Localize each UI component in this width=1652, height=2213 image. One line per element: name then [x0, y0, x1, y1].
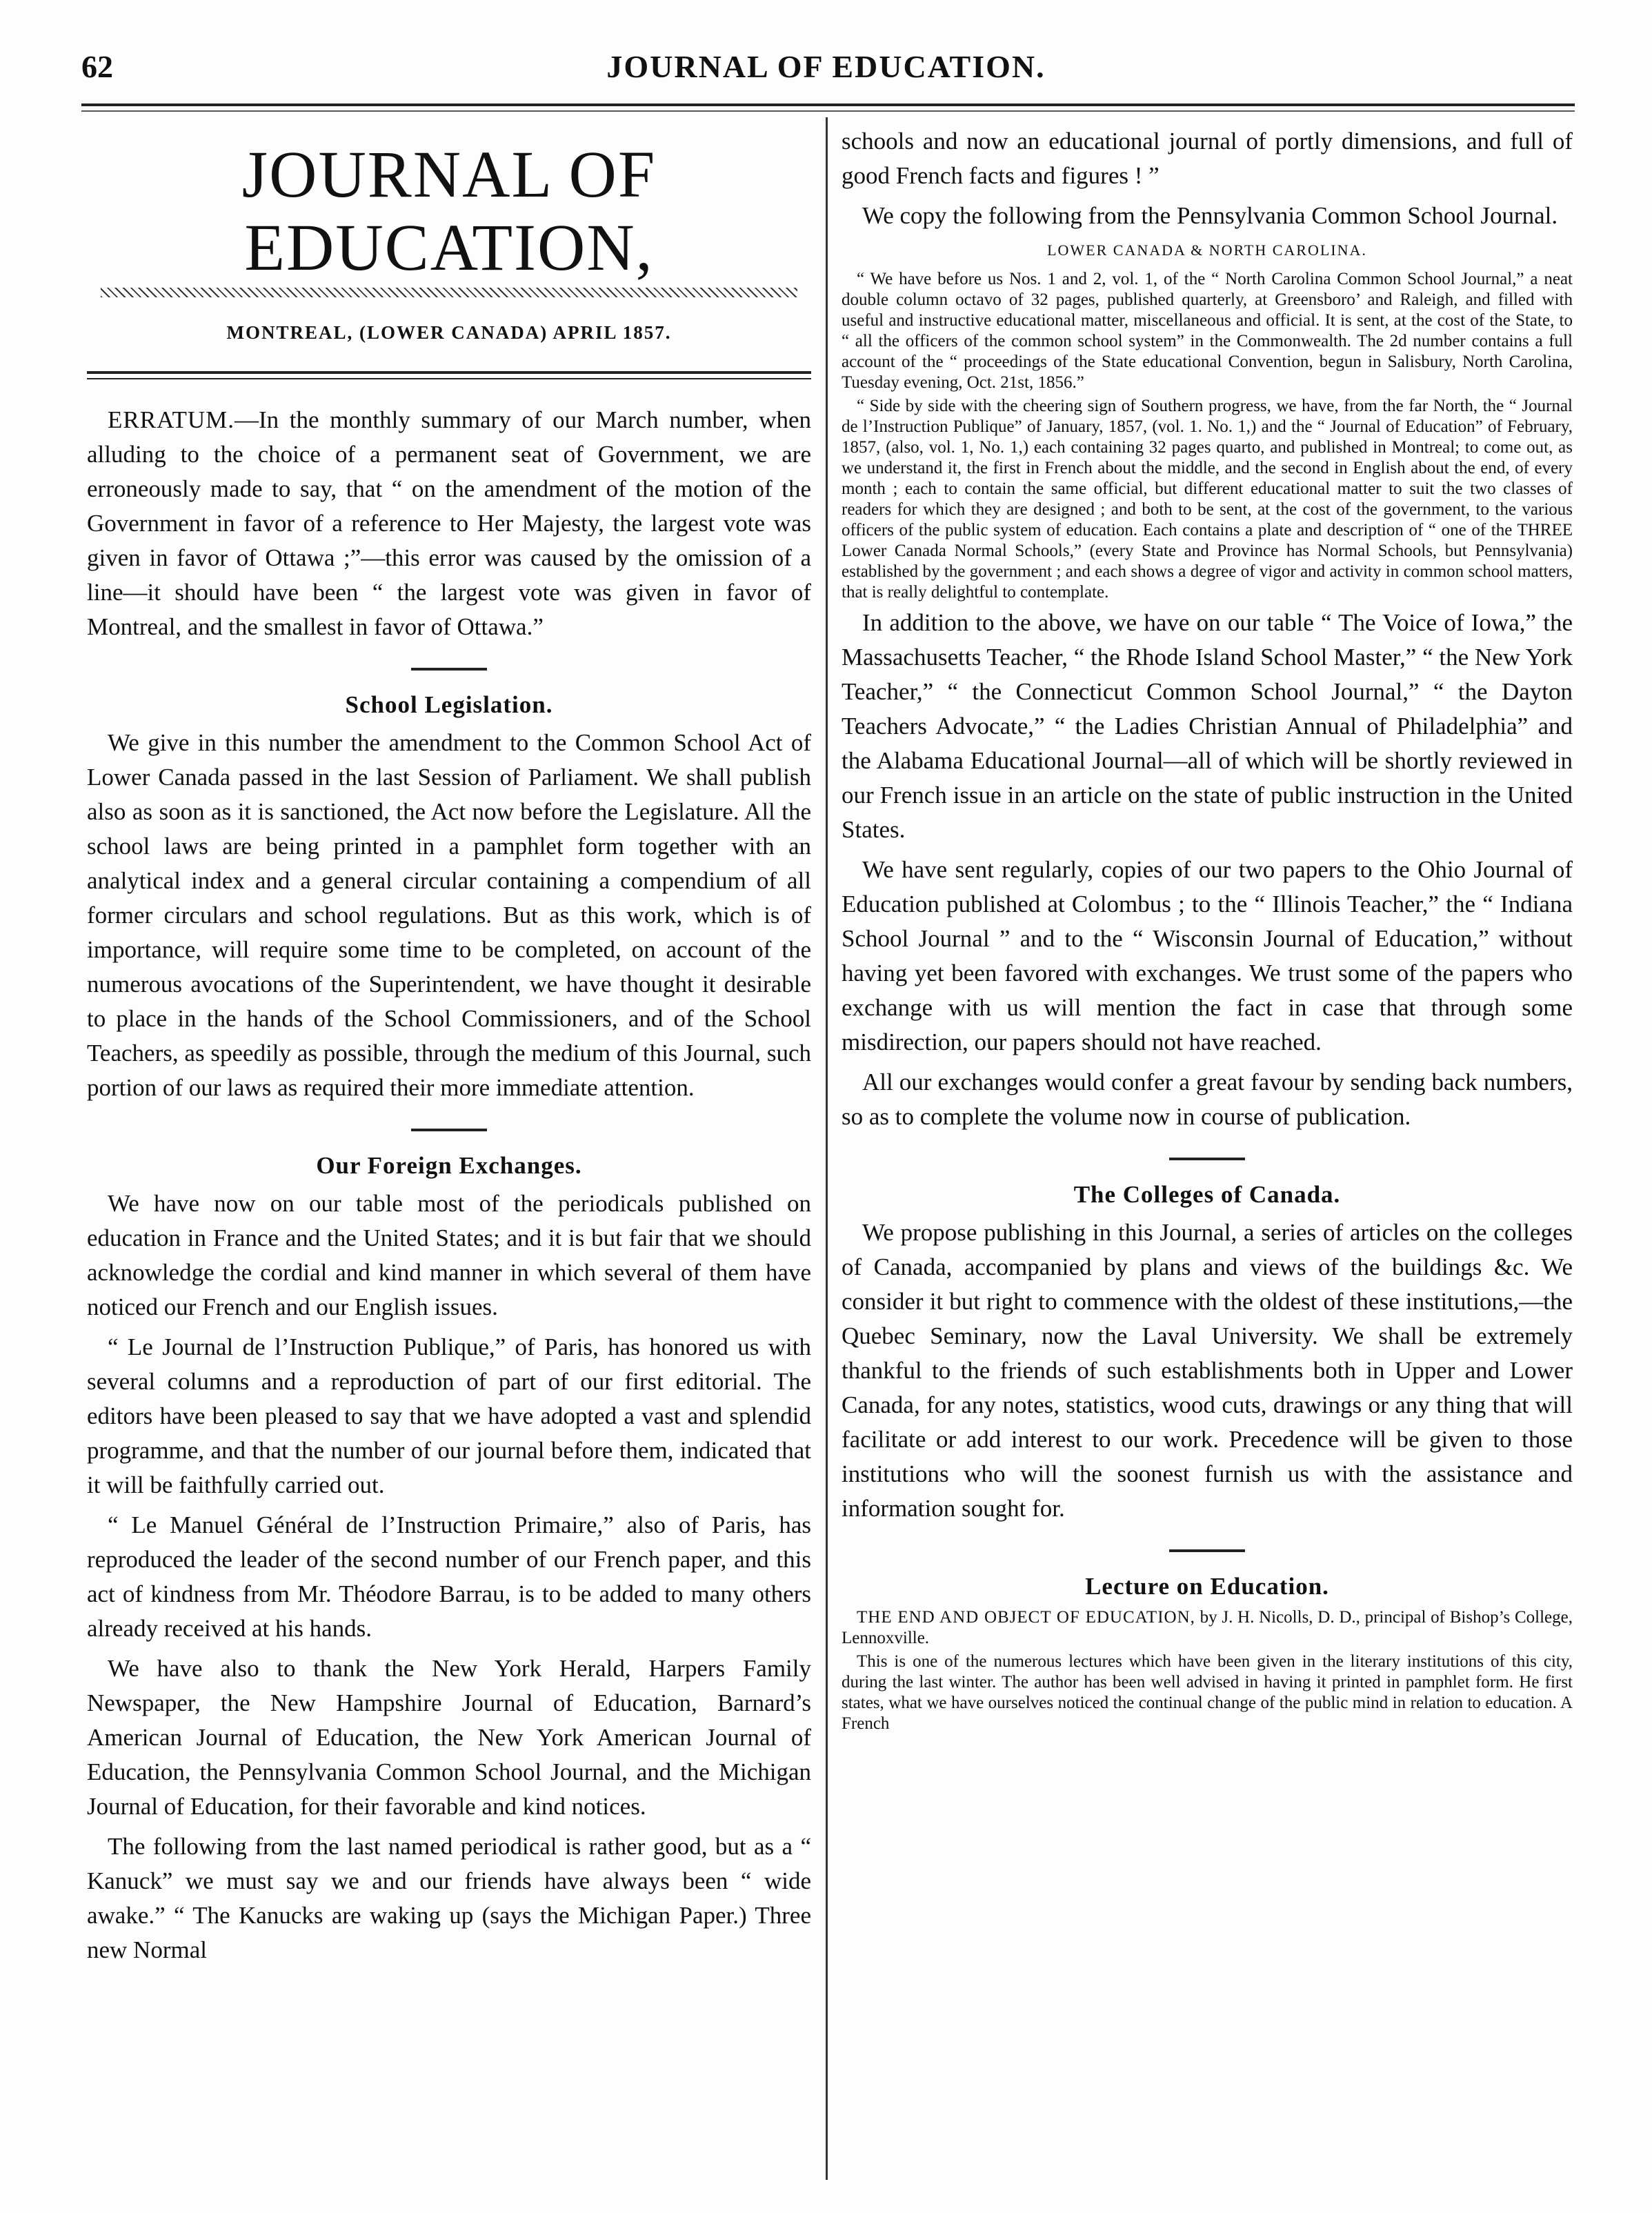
foreign-exchanges-heading: Our Foreign Exchanges. — [316, 1152, 582, 1180]
lecture-paragraph-1 — [842, 1607, 1573, 1649]
masthead-double-rule — [87, 371, 811, 379]
lecture-heading: Lecture on Education. — [1085, 1573, 1329, 1600]
right-column — [842, 124, 1573, 1737]
erratum-text: —In the monthly summary of our March number, when alluding to the choice of a permanent seat of Government, we are erroneously made to say, that “ on the amendment of the motion of the Government in favor of a reference to Her Majesty, the largest vote was given in favor of Ottawa ;”—this error was caused by the omission of a line—it should have been “ the largest vote was given in favor of Montreal, and the smallest in favor of Ottawa.” — [87, 406, 811, 641]
section-divider — [1169, 1158, 1245, 1160]
quote-paragraph-2: “ Side by side with the cheering sign of Southern progress, we have, from the far North, the “ Journal de l’Instruction Publique” of January, 1857, (vol. 1. No. 1,) and the “ Journal of Education” of February, 1857, (also, vol. 1, No. 1,) each containing 32 pages quarto, and published in Montreal; to come out, as we understand it, the first in French about the middle, and the second in English about the end, of every month ; each to contain the same official, but different educational matter to suit the two classes of readers for which they are designed ; and both to be sent, at the cost of the government, to the various officers of the public system of education. Each contains a plate and description of “ one of the THREE Lower Canada Normal Schools,” (every State and Province has Normal Schools, but Pennsylvania) established by the government ; and each shows a degree of vigor and activity in common school matters, that is really delightful to contemplate. — [842, 397, 1573, 602]
page-number: 62 — [81, 49, 113, 84]
colleges-paragraph: We propose publishing in this Journal, a series of articles on the colleges of Canada, accompanied by plans and views of the buildings &c. We consider it but right to commence with the oldest of these institutions,—the Quebec Seminary, now the Laval University. We shall be extremely thankful to the friends of such establishments both in Upper and Lower Canada, for any notes, statistics, wood cuts, drawings or any thing that will facilitate or add interest to our work. Precedence will be given to those institutions who will the soonest furnish us with the assistance and information sought for. — [842, 1219, 1573, 1522]
left-column — [87, 124, 811, 1973]
column-rule — [826, 117, 828, 2180]
foreign-exchanges-paragraph-2: “ Le Journal de l’Instruction Publique,” of Paris, has honored us with several columns and a reproduction of part of our first editorial. The editors have been pleased to say that we have adopted a vast and splendid programme, and that the number of our journal before them, indicated that it will be faithfully carried out. — [87, 1333, 811, 1499]
erratum-label: ERRATUM. — [108, 406, 235, 434]
erratum-paragraph — [87, 403, 811, 644]
foreign-exchanges-paragraph-3: “ Le Manuel Général de l’Instruction Primaire,” also of Paris, has reproduced the leader of the second number of our French paper, and this act of kindness from Mr. Théodore Barrau, is to be added to many others already received at his hands. — [87, 1511, 811, 1643]
school-legislation-paragraph: We give in this number the amendment to the Common School Act of Lower Canada passed in the last Session of Parliament. We shall publish also as soon as it is sanctioned, the Act now before the Legislature. All the school laws are being printed in a pamphlet form together with an analytical index and a general circular containing a compendium of all former circulars and school regulations. But as this work, which is of importance, will require some time to be completed, on account of the numerous avocations of the Superintendent, we have thought it desirable to place in the hands of the School Commissioners, and of the School Teachers, as speedily as possible, through the medium of this Journal, such portion of our laws as required their more immediate attention. — [87, 729, 811, 1102]
section-divider — [1169, 1549, 1245, 1552]
sent-paragraph: We have sent regularly, copies of our two papers to the Ohio Journal of Education published at Colombus ; to the “ Illinois Teacher,” the “ Indiana School Journal ” and to the “ Wisconsin Journal of Education,” without having yet been favored with exchanges. We trust some of the papers who exchange with us will mention the fact in case that through some misdirection, our papers should not have reached. — [842, 856, 1573, 1055]
header-rule — [81, 103, 1575, 106]
foreign-exchanges-paragraph-5: The following from the last named periodical is rather good, but as a “ Kanuck” we must say we and our friends have always been “ wide awake.” “ The Kanucks are waking up (says the Michigan Paper.) Three new Normal — [87, 1833, 811, 1964]
copy-paragraph: We copy the following from the Pennsylvania Common School Journal. — [862, 202, 1558, 229]
foreign-exchanges-paragraph-1: We have now on our table most of the periodicals published on education in France and the United States; and it is but fair that we should acknowledge the cordial and kind manner in which several of them have noticed our French and our English issues. — [87, 1190, 811, 1321]
quote-paragraph-1: “ We have before us Nos. 1 and 2, vol. 1, of the “ North Carolina Common School Journal,” a neat double column octavo of 32 pages, published quarterly, at Greensboro’ and Raleigh, and filled with useful and instructive educational matter, miscellaneous and official. It is sent, at the cost of the State, to “ all the officers of the common school system” in the Commonwealth. The 2d number contains a full account of the “ proceedings of the State educational Convention, begun in Salisbury, North Carolina, Tuesday evening, Oct. 21st, 1856.” — [842, 270, 1573, 392]
foreign-exchanges-paragraph-4: We have also to thank the New York Herald, Harpers Family Newspaper, the New Hampshire Journal of Education, Barnard’s American Journal of Education, the New York American Journal of Education, the Pennsylvania Common School Journal, and the Michigan Journal of Education, for their favorable and kind notices. — [87, 1655, 811, 1820]
running-header — [0, 48, 1652, 97]
continued-paragraph: schools and now an educational journal of portly dimensions, and full of good French facts and figures ! ” — [842, 128, 1573, 189]
section-divider — [411, 668, 487, 671]
favour-paragraph: All our exchanges would confer a great favour by sending back numbers, so as to complete the volume now in course of publication. — [842, 1069, 1573, 1130]
header-rule-thin — [81, 110, 1575, 112]
masthead-ornament — [101, 288, 797, 297]
lecture-paragraph-2: This is one of the numerous lectures which have been given in the literary institutions of this city, during the last winter. The author has been well advised in having it printed in pamphlet form. He first states, what we have ourselves noticed the continual change of the public mind in relation to education. A French — [842, 1652, 1573, 1733]
running-title: JOURNAL OF EDUCATION. — [606, 49, 1046, 84]
lecture-lead-caps: THE END AND OBJECT OF EDUCATION, — [857, 1608, 1195, 1627]
addition-paragraph: In addition to the above, we have on our table “ The Voice of Iowa,” the Massachusetts Teacher, “ the Rhode Island School Master,” “ the New York Teacher,” “ the Connecticut Common School Journal,” “ the Dayton Teachers Advocate,” “ the Ladies Christian Annual of Philadelphia” and the Alabama Educational Journal—all of which will be shortly reviewed in our French issue in an article on the state of public instruction in the United States. — [842, 609, 1573, 843]
section-divider — [411, 1129, 487, 1131]
masthead-title: JOURNAL OF EDUCATION, — [241, 137, 657, 284]
quote-caption: LOWER CANADA & NORTH CAROLINA. — [1047, 241, 1367, 259]
lecture-lead-rest: by J. H. Nicolls, D. D., principal of Bishop’s College, Lennoxville. — [842, 1608, 1573, 1647]
dateline: MONTREAL, (LOWER CANADA) APRIL 1857. — [226, 322, 672, 344]
colleges-heading: The Colleges of Canada. — [1073, 1181, 1341, 1208]
school-legislation-heading: School Legislation. — [345, 691, 553, 719]
